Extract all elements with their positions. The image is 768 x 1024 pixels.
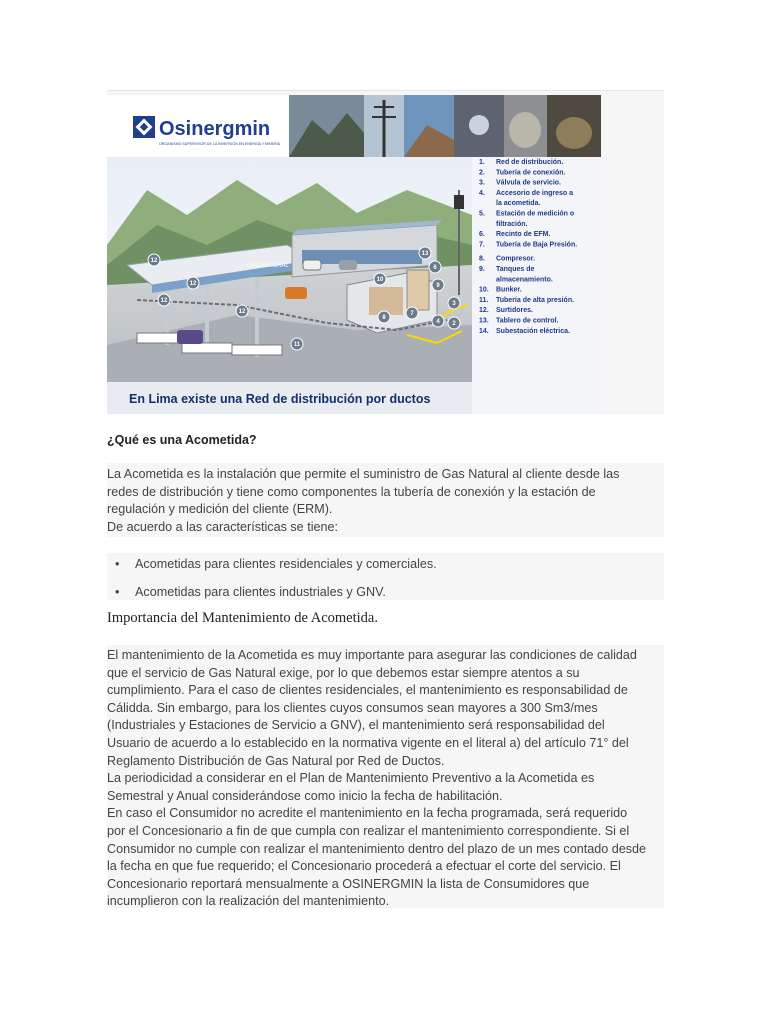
legend-item: Tablero de control. (496, 317, 559, 325)
legend-item: Tubería de Baja Presión. (496, 241, 578, 249)
question-title: ¿Qué es una Acometida? (107, 433, 257, 447)
marker: 7 (410, 311, 414, 317)
body-line: Concesionario reportará mensualmente a OSINERGMIN la lista de Consumidores que (107, 876, 590, 891)
legend-item: almacenamiento. (496, 276, 553, 284)
list-item (107, 581, 664, 609)
marker: 12 (189, 281, 197, 287)
intro-line: De acuerdo a las características se tiene: (107, 519, 338, 534)
legend-number: 11. (479, 296, 489, 304)
legend-number: 10. (479, 286, 489, 294)
legend-item: Compresor. (496, 255, 535, 263)
legend-item: Subestación eléctrica. (496, 327, 570, 335)
legend-number: 3. (479, 179, 485, 187)
body-line: Usuario de acuerdo a lo establecido en la normativa vigente en el literal a) del artículo 71° del (107, 735, 629, 750)
body-paragraph (107, 647, 662, 911)
body-line: que el servicio de Gas Natural exige, por lo que debemos estar siempre atentos a su (107, 665, 580, 680)
legend-item: Accesorio de ingreso a (496, 189, 574, 197)
body-line: Cálidda. Sin embargo, para los clientes cuyos consumos sean mayores a 300 Sm3/mes (107, 700, 598, 715)
marker: 9 (436, 283, 440, 289)
marker: 11 (293, 342, 301, 348)
intro-line: redes de distribución y tiene como componentes la tubería de conexión y la estación de (107, 484, 596, 499)
marker: 3 (452, 301, 456, 307)
marker: 6 (433, 265, 437, 271)
body-line: (Industriales y Estaciones de Servicio a GNV), el mantenimiento será responsabilidad del (107, 718, 605, 733)
logo-subtitle: ORGANISMO SUPERVISOR DE LA INVERSIÓN EN ENERGÍA Y MINERÍA (159, 142, 281, 146)
marker: 12 (150, 258, 158, 264)
body-line: por el Concesionario a fin de que cumpla con realizar el mantenimiento correspondiente. Si el (107, 823, 630, 838)
legend-number: 4. (479, 189, 485, 197)
legend-number: 13. (479, 317, 489, 325)
list-item-text: Acometidas para clientes industriales y GNV. (135, 585, 386, 599)
bullet: • (115, 585, 120, 599)
legend-number: 9. (479, 266, 485, 273)
body-line: la fecha en que fue requerido; el Concesionario procederá a efectuar el corte del servicio. El (107, 859, 621, 874)
legend-item: Red de distribución. (496, 159, 564, 166)
legend-item: Tanques de (496, 266, 535, 273)
legend-number: 12. (479, 307, 489, 315)
body-line: cumplimiento. Para el caso de clientes residenciales, el mantenimiento es responsabilidad de (107, 683, 628, 698)
acometida-type-list (107, 553, 664, 609)
marker: 12 (238, 309, 246, 315)
acometida-illustration (107, 95, 601, 414)
legend-number: 2. (479, 169, 485, 177)
legend-number: 14. (479, 327, 489, 335)
legend-item: Tubería de alta presión. (496, 296, 575, 304)
body-line: La periodicidad a considerar en el Plan de Mantenimiento Preventivo a la Acometida es (107, 771, 595, 786)
body-line: Consumidor no cumple con realizar el mantenimiento dentro del plazo de un mes contado desde (107, 841, 647, 856)
legend-item: Estación de medición o (496, 210, 575, 218)
body-line: Semestral y Anual considerándose como inicio la fecha de habilitación. (107, 788, 503, 803)
station-sign: GAS NATURAL (247, 263, 289, 269)
intro-line: La Acometida es la instalación que permite el suministro de Gas Natural al cliente desde las (107, 467, 620, 481)
legend-number: 1. (479, 159, 485, 166)
body-line: En caso el Consumidor no acredite el mantenimiento en la fecha programada, será requerido (107, 806, 628, 821)
legend-item: la acometida. (496, 200, 541, 208)
legend-item: Válvula de servicio. (496, 179, 561, 187)
marker: 12 (160, 298, 168, 304)
legend-number: 6. (479, 231, 485, 239)
body-line: incumplieron con la realización del mantenimiento. (107, 894, 390, 909)
legend-item: Recinto de EFM. (496, 231, 551, 239)
logo-wordmark: Osinergmin (159, 118, 271, 140)
list-item-text: Acometidas para clientes residenciales y comerciales. (135, 557, 437, 571)
body-line: El mantenimiento de la Acometida es muy importante para asegurar las condiciones de calidad (107, 648, 637, 662)
legend-number: 8. (479, 255, 485, 263)
marker: 2 (452, 321, 456, 327)
figure-caption: En Lima existe una Red de distribución por ductos (129, 392, 431, 406)
marker: 4 (436, 319, 440, 325)
body-line: Reglamento Distribución de Gas Natural por Red de Ductos. (107, 753, 445, 768)
legend-number: 7. (479, 241, 485, 249)
intro-line: regulación y medición del cliente (ERM). (107, 502, 333, 517)
legend-item: Surtidores. (496, 307, 533, 315)
legend-item: Bunker. (496, 286, 522, 294)
legend-item: filtración. (496, 220, 528, 228)
section-title: Importancia del Mantenimiento de Acometida. (107, 610, 378, 626)
bullet: • (115, 557, 120, 571)
intro-paragraph (107, 466, 662, 536)
marker: 13 (421, 251, 429, 257)
list-item (107, 553, 664, 581)
marker: 8 (382, 315, 386, 321)
marker: 10 (376, 277, 384, 283)
legend-item: Tubería de conexión. (496, 169, 566, 177)
legend-number: 5. (479, 210, 485, 218)
